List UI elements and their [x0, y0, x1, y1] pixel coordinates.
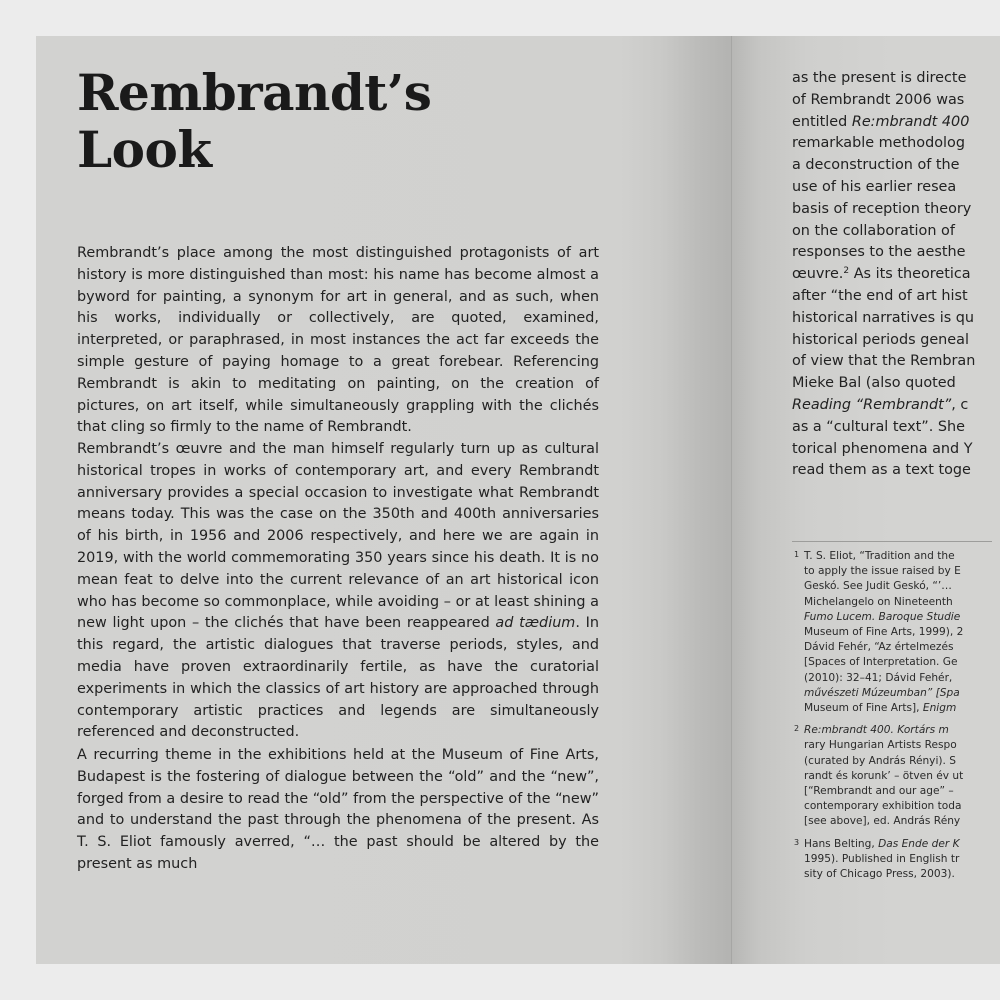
footnote-line: Museum of Fine Arts, 1999), 2: [804, 626, 964, 639]
text-line: responses to the aesthe: [792, 244, 966, 261]
footnote-divider: [792, 541, 992, 542]
text-line: use of his earlier resea: [792, 178, 957, 195]
footnote-line: [Spaces of Interpretation. Ge: [804, 656, 958, 669]
footnote-line: [804, 701, 1000, 716]
paragraph-text: Rembrandt’s place among the most distinguished protagonists of art history is more distinguished than most: his name has become almost a byword for painting, a synonym for art in general, and as such, when his works, individually or collectively, are quoted, examined, interpreted, or paraphrased, in most instances the act far exceeds the simple gesture of paying homage to a great forebear. Referencing Rembrandt is akin to meditating on painting, on the creation of pictures, on art itself, while simultaneously grappling with the clichés that cling so firmly to the name of Rembrandt.: [77, 245, 599, 436]
footnote-line: [see above], ed. András Rény: [804, 815, 961, 828]
footnote-reference: 2: [843, 266, 850, 277]
line-segment: , c: [951, 396, 969, 413]
text-line: historical narratives is qu: [792, 309, 975, 326]
line-segment: Museum of Fine Arts],: [804, 702, 923, 715]
text-line: [792, 395, 1000, 417]
footnote-number: 1: [794, 550, 800, 559]
page-title: [77, 64, 597, 178]
footnote-line: randt és korunk’ – ötven év ut: [804, 769, 964, 782]
footnote-1: [792, 549, 1000, 716]
italic-phrase: ad tædium: [495, 615, 576, 632]
page-gutter: [731, 36, 732, 964]
body-paragraph-2: [77, 439, 599, 744]
text-line: basis of reception theory: [792, 200, 972, 217]
line-segment: entitled: [792, 113, 852, 130]
text-line: Mieke Bal (also quoted: [792, 375, 956, 392]
paragraph-segment: . In this regard, the artistic dialogues that traverse periods, styles, and media have proven extraordinarily fertile, as have the curatorial experiments in which the classics of art history are approached through contemporary artistic practices and legends are simultaneously referenced and deconstructed.: [77, 615, 600, 741]
right-page-body: [792, 68, 1000, 482]
footnote-line: sity of Chicago Press, 2003).: [804, 868, 955, 881]
text-line: historical periods geneal: [792, 331, 969, 348]
text-line: remarkable methodolog: [792, 135, 965, 152]
footnote-line: Fumo Lucem. Baroque Studie: [804, 610, 961, 623]
text-line: read them as a text toge: [792, 462, 971, 479]
footnote-line: Michelangelo on Nineteenth: [804, 595, 953, 608]
text-line: after “the end of art hist: [792, 287, 968, 304]
text-line: of Rembrandt 2006 was: [792, 91, 965, 108]
paragraph-text: A recurring theme in the exhibitions held at the Museum of Fine Arts, Budapest is the fostering of dialogue between the “old” and the “new”, forged from a desire to read the “old” from the perspective of the “new” and to understand the past through the phenomena of the present. As T. S. Eliot famously averred, “… the past should be altered by the present as much: [77, 747, 599, 872]
text-line: [792, 264, 1000, 286]
footnote-line: (2010): 32–41; Dávid Fehér,: [804, 671, 953, 684]
footnote-2: [792, 723, 1000, 829]
paragraph-segment: Rembrandt’s œuvre and the man himself regularly turn up as cultural historical tropes in works of contemporary art, and every Rembrandt anniversary provides a special occasion to investigate what Rembrandt means today. This was the case on the 350th and 400th anniversaries of his birth, in 1956 and 2006 respectively, and here we are again in 2019, with the world commemorating 350 years since his death. It is no mean feat to delve into the current relevance of an art historical icon who has become so commonplace, while avoiding – or at least shining a new light upon – the clichés that have been reappeared: [77, 441, 599, 632]
footnote-line: Re:mbrandt 400. Kortárs m: [804, 724, 949, 737]
line-segment: As its theoretica: [849, 266, 971, 283]
footnote-line: Geskó. See Judit Geskó, “’…: [804, 580, 952, 593]
text-line: torical phenomena and Y: [792, 440, 973, 457]
footnote-line: contemporary exhibition toda: [804, 800, 962, 813]
footnote-line: művészeti Múzeumban” [Spa: [804, 686, 960, 699]
text-line: a deconstruction of the: [792, 157, 960, 174]
footnote-number: 2: [794, 724, 800, 734]
line-segment: Hans Belting,: [804, 837, 879, 850]
italic-phrase: Enigm: [922, 702, 957, 715]
title-line-1: Rembrandt’s: [77, 63, 432, 122]
footnote-line: Dávid Fehér, “Az értelmezés: [804, 641, 954, 654]
text-line: on the collaboration of: [792, 222, 955, 239]
body-paragraph-3: [77, 745, 599, 876]
italic-phrase: Reading “Rembrandt”: [792, 396, 952, 413]
title-line-2: Look: [77, 120, 212, 179]
footnote-line: [804, 837, 1000, 852]
footnote-line: T. S. Eliot, “Tradition and the: [804, 550, 955, 562]
body-paragraph-1: [77, 243, 599, 439]
text-line: as the present is directe: [792, 70, 967, 86]
footnotes: [792, 549, 1000, 889]
italic-phrase: Das Ende der K: [878, 837, 960, 850]
footnote-line: to apply the issue raised by E: [804, 565, 961, 578]
text-line: [792, 112, 1000, 134]
footnote-line: 1995). Published in English tr: [804, 852, 960, 865]
footnote-line: [“Rembrandt and our age” –: [804, 785, 954, 798]
footnote-3: [792, 837, 1000, 883]
paragraph-text: [77, 439, 599, 744]
text-line: of view that the Rembran: [792, 353, 976, 370]
footnote-line: (curated by András Rényi). S: [804, 754, 956, 767]
footnote-line: rary Hungarian Artists Respo: [804, 739, 957, 752]
footnote-number: 3: [794, 837, 800, 847]
text-line: as a “cultural text”. She: [792, 418, 965, 435]
italic-phrase: Re:mbrandt 400: [851, 113, 970, 130]
line-segment: œuvre.: [792, 266, 844, 283]
